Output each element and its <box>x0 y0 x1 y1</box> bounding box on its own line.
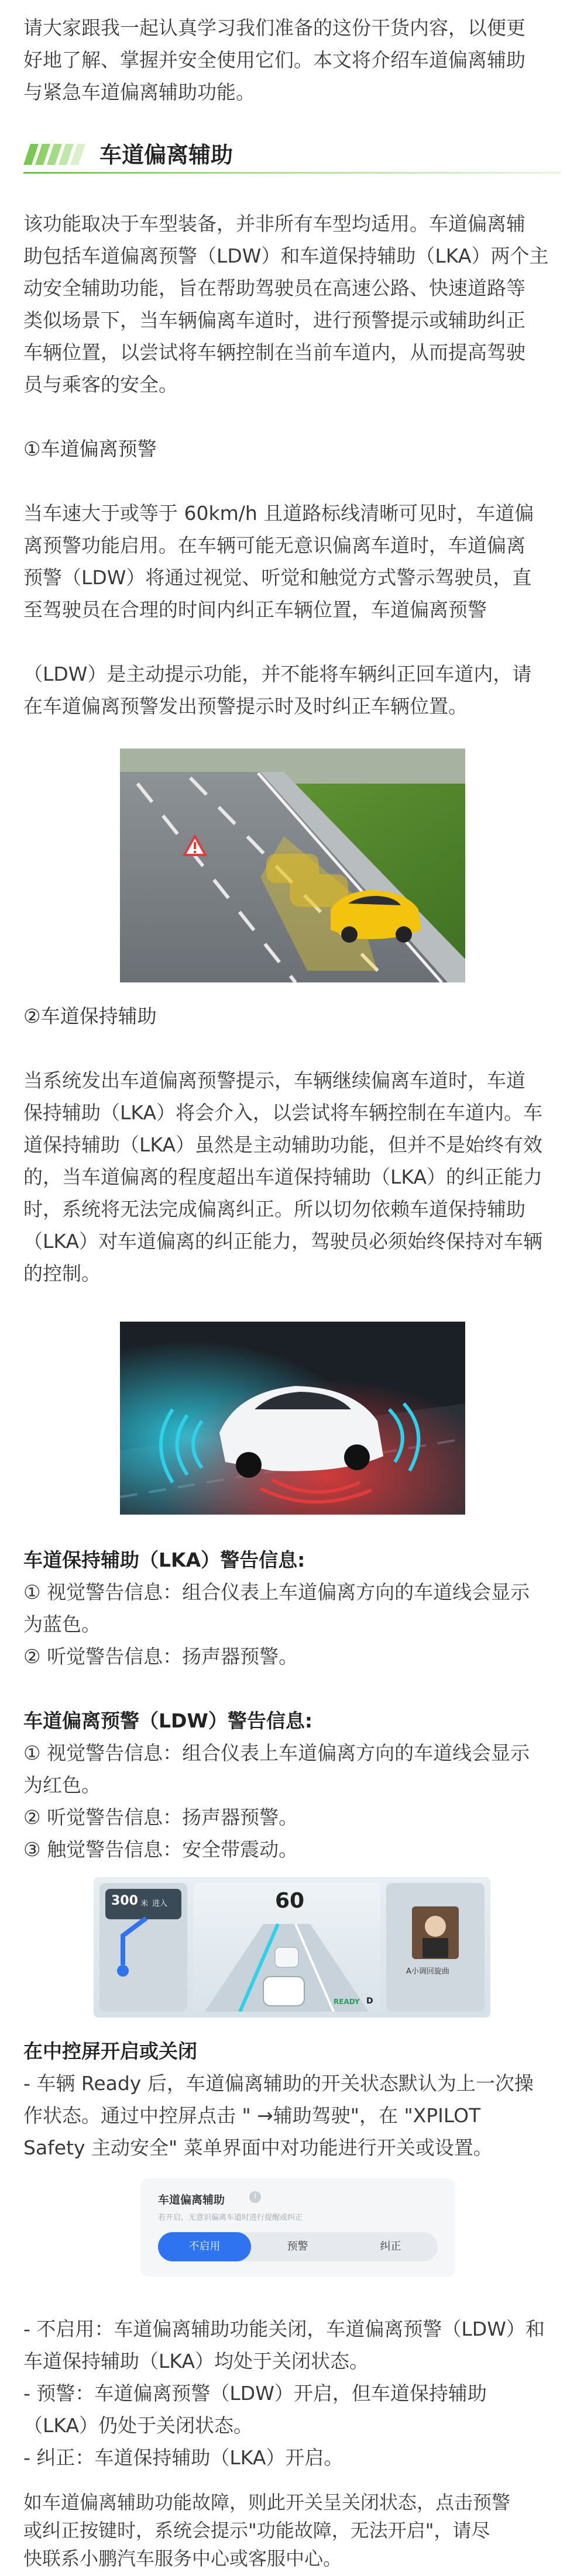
info-icon[interactable]: i <box>249 2191 261 2203</box>
ldw-p1-line-4: 至驾驶员在合理的时间内纠正车辆位置，车道偏离预警 <box>23 598 487 621</box>
nav-distance: 300 <box>111 1894 138 1908</box>
ldw-p2-line-1: （LDW）是主动提示功能，并不能将车辆纠正回车道内，请 <box>23 663 532 685</box>
fault-line-3: 快联系小鹏汽车服务中心或客服中心。 <box>23 2547 342 2570</box>
speed-readout: 60 <box>275 1889 305 1913</box>
media-caption: A小调回旋曲 <box>406 1967 449 1976</box>
lka-illustration <box>120 1322 465 1515</box>
intro-line-3: 与紧急车道偏离辅助功能。 <box>23 81 255 104</box>
lka-warn-title: 车道保持辅助（LKA）警告信息: <box>23 1549 305 1571</box>
overview-line-2: 助包括车道偏离预警（LDW）和车道保持辅助（LKA）两个主 <box>23 244 549 267</box>
stripes-decoration-icon <box>23 143 94 166</box>
lka-warn-line-1: ① 视觉警告信息：组合仪表上车道偏离方向的车道线会显示 <box>23 1581 530 1603</box>
toggle-line-1: - 车辆 Ready 后，车道偏离辅助的开关状态默认为上一次操 <box>23 2072 534 2095</box>
fault-line-1: 如车道偏离辅助功能故障，则此开关呈关闭状态，点击预警 <box>23 2491 511 2513</box>
mode-line-4: （LKA）仍处于关闭状态。 <box>23 2414 253 2437</box>
nav-hint: 进入 <box>152 1899 168 1908</box>
ldw-p1-line-2: 离预警功能启用。在车辆可能无意识偏离车道时，车道偏离 <box>23 534 525 557</box>
ldw-warn-line-2: 为红色。 <box>23 1774 101 1796</box>
overview-line-4: 类似场景下，当车辆偏离车道时，进行预警提示或辅助纠正 <box>23 309 525 332</box>
overview-line-1: 该功能取决于车型装备，并非所有车型均适用。车道偏离辅 <box>23 212 525 235</box>
lka-p1-line-4: 的，当车道偏离的程度超出车道保持辅助（LKA）的纠正能力 <box>23 1165 543 1188</box>
lka-p1-line-2: 保持辅助（LKA）将会介入，以尝试将车辆控制在车道内。车 <box>23 1101 543 1124</box>
ldw-p1-line-3: 预警（LDW）将通过视觉、听觉和触觉方式警示驾驶员，直 <box>23 566 532 589</box>
ldw-p1-line-1: 当车速大于或等于 60km/h 且道路标线清晰可见时，车道偏 <box>23 502 534 525</box>
lka-p1-line-5: 时，系统将无法完成偏离纠正。所以切勿依赖车道保持辅助 <box>23 1198 525 1220</box>
section-header <box>23 135 561 175</box>
section-title: 车道偏离辅助 <box>99 142 233 168</box>
mode-line-2: 车道保持辅助（LKA）均处于关闭状态。 <box>23 2350 369 2372</box>
option-warn-button[interactable]: 预警 <box>287 2240 308 2253</box>
ldw-illustration <box>120 749 465 982</box>
ready-indicator: READY <box>334 1998 360 2006</box>
ldw-warn-line-1: ① 视觉警告信息：组合仪表上车道偏离方向的车道线会显示 <box>23 1742 530 1764</box>
toggle-line-3: Safety 主动安全" 菜单界面中对功能进行开关或设置。 <box>23 2136 493 2159</box>
overview-line-5: 车辆位置，以尝试将车辆控制在当前车道内，从而提高驾驶 <box>23 341 525 364</box>
lane-assist-setting-card <box>140 2178 455 2277</box>
ldw-warn-line-3: ② 听觉警告信息：扬声器预警。 <box>23 1806 298 1829</box>
toggle-line-2: 作状态。通过中控屏点击 " →辅助驾驶"，在 "XPILOT <box>23 2104 481 2127</box>
mode-line-3: - 预警：车道偏离预警（LDW）开启，但车道保持辅助 <box>23 2382 487 2405</box>
ldw-warn-line-4: ③ 触觉警告信息：安全带震动。 <box>23 1838 298 1861</box>
lka-p1-line-6: （LKA）对车道偏离的纠正能力，驾驶员必须始终保持对车辆 <box>23 1230 543 1253</box>
ldw-p2-line-2: 在车道偏离预警发出预警提示时及时纠正车辆位置。 <box>23 695 468 718</box>
mode-line-5: - 纠正：车道保持辅助（LKA）开启。 <box>23 2446 343 2469</box>
intro-line-1: 请大家跟我一起认真学习我们准备的这份干货内容，以便更 <box>23 16 525 39</box>
nav-distance-unit: 米 <box>140 1899 149 1908</box>
ldw-heading: ①车道偏离预警 <box>23 437 157 460</box>
intro-line-2: 好地了解、掌握并安全使用它们。本文将介绍车道偏离辅助 <box>23 49 525 71</box>
fault-line-2: 或纠正按键时，系统会提示"功能故障，无法开启"，请尽 <box>23 2519 490 2541</box>
option-off-button[interactable]: 不启用 <box>158 2232 251 2261</box>
media-panel <box>386 1883 485 2012</box>
overview-line-6: 员与乘客的安全。 <box>23 373 178 396</box>
overview-line-3: 动安全辅助功能，旨在帮助驾驶员在高速公路、快速道路等 <box>23 277 525 299</box>
lka-warn-line-2: 为蓝色。 <box>23 1613 101 1636</box>
lka-heading: ②车道保持辅助 <box>23 1005 157 1027</box>
lka-warn-line-3: ② 听觉警告信息：扬声器预警。 <box>23 1645 298 1668</box>
toggle-heading: 在中控屏开启或关闭 <box>23 2040 197 2063</box>
dashboard-illustration <box>94 1877 490 2018</box>
driving-view <box>193 1883 380 2012</box>
lka-p1-line-7: 的控制。 <box>23 1262 101 1285</box>
lka-p1-line-1: 当系统发出车道偏离预警提示，车辆继续偏离车道时，车道 <box>23 1069 525 1092</box>
option-correct-button[interactable]: 纠正 <box>380 2240 401 2253</box>
card-description: 若开启，无意识偏离车道时进行提醒或纠正 <box>158 2213 303 2222</box>
card-title: 车道偏离辅助 <box>158 2194 225 2206</box>
lka-p1-line-3: 道保持辅助（LKA）虽然是主动辅助功能，但并不是始终有效 <box>23 1133 543 1156</box>
ldw-warn-title: 车道偏离预警（LDW）警告信息: <box>23 1709 313 1732</box>
mode-segmented-control <box>158 2232 438 2261</box>
mode-line-1: - 不启用：车道偏离辅助功能关闭，车道偏离预警（LDW）和 <box>23 2318 545 2340</box>
gear-indicator: D <box>366 1996 373 2006</box>
nav-panel <box>99 1883 187 2012</box>
section-underline <box>23 172 561 174</box>
